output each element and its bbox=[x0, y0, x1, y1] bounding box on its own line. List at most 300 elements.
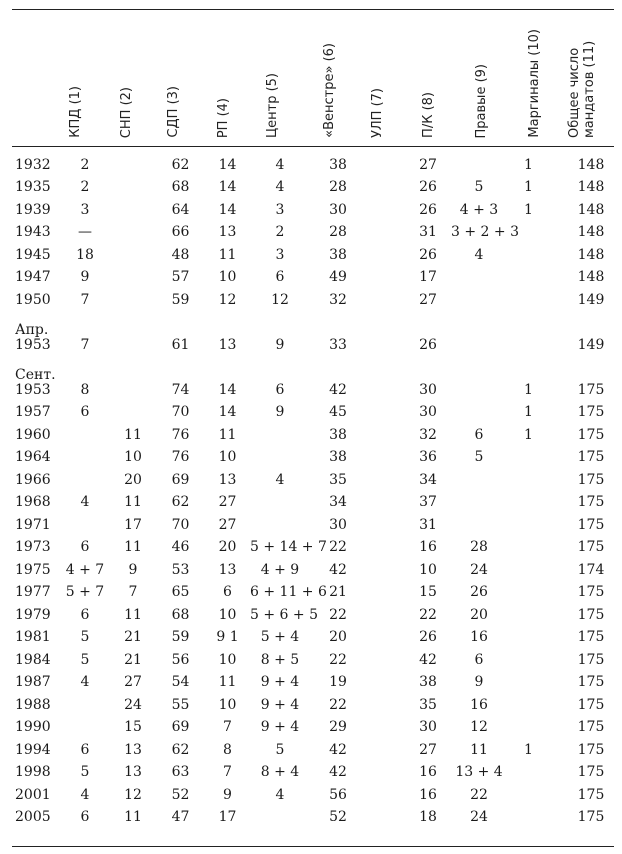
year-cell bbox=[12, 668, 60, 691]
right-cell: 26 bbox=[470, 584, 488, 600]
pk-cell: 16 bbox=[419, 786, 437, 803]
snp-cell bbox=[110, 285, 156, 308]
table-row bbox=[12, 195, 614, 218]
rp-cell: 27 bbox=[218, 516, 237, 533]
snp-cell bbox=[110, 150, 156, 173]
total-cell: 175 bbox=[577, 741, 605, 758]
ulp-cell bbox=[360, 443, 405, 466]
sdp-cell: 48 bbox=[171, 246, 190, 263]
header-bottom-rule bbox=[12, 146, 614, 147]
snp-cell: 9 bbox=[128, 561, 138, 578]
right-cell: 5 bbox=[474, 179, 484, 195]
sdp-cell: 55 bbox=[171, 696, 190, 713]
year-label: 1939 bbox=[15, 201, 51, 218]
rp-cell: 17 bbox=[218, 809, 237, 825]
table-row bbox=[12, 758, 614, 781]
pk-cell: 34 bbox=[419, 471, 437, 488]
ulp-cell bbox=[360, 578, 405, 601]
year-label: 1979 bbox=[15, 606, 51, 623]
right-cell: 24 bbox=[470, 809, 488, 825]
center-cell: 12 bbox=[271, 291, 289, 308]
kpd-cell: 2 bbox=[80, 179, 90, 195]
center-cell: 6 bbox=[275, 269, 285, 285]
ulp-cell bbox=[360, 668, 405, 691]
center-cell: 9 bbox=[275, 404, 285, 420]
ulp-cell bbox=[360, 353, 405, 398]
year-cell bbox=[12, 398, 60, 421]
year-label: 1998 bbox=[15, 764, 51, 780]
year-label: 1957 bbox=[15, 404, 51, 420]
pk-cell: 31 bbox=[419, 516, 437, 533]
ulp-cell bbox=[360, 623, 405, 646]
rp-cell: 13 bbox=[218, 471, 237, 488]
venstre-cell: 22 bbox=[329, 606, 347, 623]
snp-cell: 20 bbox=[124, 471, 142, 488]
snp-cell bbox=[110, 173, 156, 196]
sdp-cell: 62 bbox=[171, 156, 190, 173]
snp-cell bbox=[110, 240, 156, 263]
year-cell bbox=[12, 465, 60, 488]
year-cell bbox=[12, 173, 60, 196]
center-cell: 4 bbox=[275, 786, 285, 803]
pk-cell: 18 bbox=[419, 809, 437, 825]
marginals-cell bbox=[507, 510, 560, 533]
snp-cell: 21 bbox=[124, 651, 142, 668]
center-cell: 6 + 11 + 6 bbox=[250, 584, 327, 600]
venstre-cell: 19 bbox=[329, 674, 347, 690]
snp-cell: 11 bbox=[124, 426, 142, 443]
rp-cell: 13 bbox=[218, 224, 237, 240]
right-cell: 11 bbox=[470, 741, 488, 758]
center-cell: 3 bbox=[275, 201, 285, 218]
year-label: 2005 bbox=[15, 809, 51, 825]
center-cell bbox=[250, 803, 310, 826]
snp-cell: 13 bbox=[124, 764, 142, 780]
venstre-cell: 20 bbox=[329, 629, 347, 645]
center-cell: 9 + 4 bbox=[260, 719, 300, 735]
column-header-marginals: Маргиналы (10) bbox=[527, 29, 542, 138]
total-cell: 148 bbox=[577, 156, 605, 173]
marginals-cell bbox=[507, 443, 560, 466]
sdp-cell: 52 bbox=[171, 786, 190, 803]
total-cell: 174 bbox=[577, 561, 605, 578]
ulp-cell bbox=[360, 173, 405, 196]
snp-cell bbox=[110, 263, 156, 286]
total-cell: 148 bbox=[577, 179, 605, 195]
pk-cell: 27 bbox=[419, 741, 437, 758]
total-cell: 175 bbox=[577, 426, 605, 443]
table-row bbox=[12, 285, 614, 308]
year-cell bbox=[12, 713, 60, 736]
kpd-cell: 7 bbox=[80, 291, 90, 308]
table-row bbox=[12, 623, 614, 646]
rp-cell: 11 bbox=[218, 674, 237, 690]
rp-cell: 27 bbox=[218, 494, 237, 510]
table-row bbox=[12, 465, 614, 488]
year-label: 1990 bbox=[15, 719, 51, 735]
rp-cell: 9 bbox=[223, 786, 232, 803]
pk-cell: 32 bbox=[419, 426, 437, 443]
center-cell: 9 bbox=[275, 336, 285, 353]
ulp-cell bbox=[360, 285, 405, 308]
right-cell bbox=[451, 353, 507, 398]
column-header-total-seats: Общее число мандатов (11) bbox=[567, 40, 597, 138]
kpd-cell bbox=[60, 713, 110, 736]
right-cell bbox=[451, 510, 507, 533]
venstre-cell: 30 bbox=[329, 516, 347, 533]
snp-cell: 11 bbox=[124, 539, 142, 555]
sdp-cell: 68 bbox=[171, 179, 190, 195]
venstre-cell: 34 bbox=[329, 494, 347, 510]
table-row bbox=[12, 218, 614, 241]
year-cell bbox=[12, 218, 60, 241]
pk-cell: 16 bbox=[419, 764, 437, 780]
year-label: 1988 bbox=[15, 696, 51, 713]
month-label: Сент. bbox=[15, 366, 56, 383]
total-cell: 175 bbox=[577, 674, 605, 690]
ulp-cell bbox=[360, 420, 405, 443]
venstre-cell: 21 bbox=[329, 584, 347, 600]
pk-cell: 38 bbox=[419, 674, 437, 690]
column-header-center: Центр (5) bbox=[265, 73, 280, 138]
year-label: 1935 bbox=[15, 179, 51, 195]
year-label: 1994 bbox=[15, 741, 51, 758]
total-cell: 175 bbox=[577, 381, 605, 398]
year-cell bbox=[12, 195, 60, 218]
right-cell bbox=[451, 285, 507, 308]
kpd-cell: 8 bbox=[80, 381, 90, 398]
marginals-cell bbox=[507, 308, 560, 353]
year-cell bbox=[12, 645, 60, 668]
center-cell: 5 bbox=[275, 741, 285, 758]
center-cell: 5 + 4 bbox=[260, 629, 300, 645]
marginals-cell bbox=[507, 263, 560, 286]
rp-cell: 20 bbox=[218, 539, 237, 555]
rp-cell: 6 bbox=[223, 584, 232, 600]
table-row bbox=[12, 488, 614, 511]
pk-cell: 26 bbox=[419, 336, 437, 353]
marginals-cell: 1 bbox=[524, 381, 533, 398]
year-cell bbox=[12, 240, 60, 263]
sdp-cell: 64 bbox=[171, 201, 190, 218]
center-cell: 9 + 4 bbox=[260, 696, 300, 713]
total-cell: 148 bbox=[577, 246, 605, 263]
right-cell bbox=[451, 308, 507, 353]
year-label: 1960 bbox=[15, 426, 51, 443]
sdp-cell: 66 bbox=[171, 224, 190, 240]
kpd-cell bbox=[60, 420, 110, 443]
marginals-cell bbox=[507, 690, 560, 713]
year-label: 1973 bbox=[15, 539, 51, 555]
year-cell bbox=[12, 555, 60, 578]
year-label: 1968 bbox=[15, 494, 51, 510]
table-row bbox=[12, 150, 614, 173]
rp-cell: 10 bbox=[218, 651, 237, 668]
total-cell: 175 bbox=[577, 471, 605, 488]
marginals-cell: 1 bbox=[524, 179, 533, 195]
year-cell bbox=[12, 803, 60, 826]
right-cell: 24 bbox=[470, 561, 488, 578]
table-row bbox=[12, 780, 614, 803]
marginals-cell bbox=[507, 645, 560, 668]
kpd-cell: 7 bbox=[80, 336, 90, 353]
marginals-cell: 1 bbox=[524, 741, 533, 758]
venstre-cell: 38 bbox=[329, 156, 347, 173]
table-row bbox=[12, 600, 614, 623]
year-cell bbox=[12, 353, 60, 398]
pk-cell: 10 bbox=[419, 561, 437, 578]
column-header-sdp: СДП (3) bbox=[166, 86, 181, 138]
venstre-cell: 33 bbox=[329, 336, 347, 353]
pk-cell: 22 bbox=[419, 606, 437, 623]
year-cell bbox=[12, 420, 60, 443]
venstre-cell: 38 bbox=[329, 246, 347, 263]
center-cell bbox=[250, 488, 310, 511]
table-row bbox=[12, 443, 614, 466]
total-cell: 175 bbox=[577, 719, 605, 735]
year-label: 1987 bbox=[15, 674, 51, 690]
venstre-cell: 32 bbox=[329, 291, 347, 308]
marginals-cell bbox=[507, 758, 560, 781]
kpd-cell: 5 + 7 bbox=[65, 584, 105, 600]
table-body bbox=[12, 150, 614, 825]
column-header-right: Правые (9) bbox=[474, 63, 489, 138]
snp-cell bbox=[110, 398, 156, 421]
center-cell: 6 bbox=[275, 381, 285, 398]
marginals-cell bbox=[507, 488, 560, 511]
center-cell: 9 + 4 bbox=[260, 674, 300, 690]
kpd-cell: 18 bbox=[76, 246, 94, 263]
year-cell bbox=[12, 735, 60, 758]
year-cell bbox=[12, 150, 60, 173]
total-cell: 149 bbox=[577, 336, 605, 353]
sdp-cell: 69 bbox=[171, 471, 190, 488]
year-label: 1984 bbox=[15, 651, 51, 668]
center-cell: 5 + 6 + 5 bbox=[250, 606, 318, 623]
year-label: 1943 bbox=[15, 224, 51, 240]
total-cell: 149 bbox=[577, 291, 605, 308]
right-cell: 6 bbox=[474, 426, 484, 443]
year-label: 1945 bbox=[15, 246, 51, 263]
year-cell bbox=[12, 600, 60, 623]
column-header-pk: П/К (8) bbox=[421, 92, 436, 138]
right-cell: 3 + 2 + 3 bbox=[451, 224, 519, 240]
right-cell: 20 bbox=[470, 606, 488, 623]
table-bottom-rule bbox=[12, 846, 614, 847]
venstre-cell: 28 bbox=[329, 224, 347, 240]
rp-cell: 10 bbox=[218, 606, 237, 623]
pk-cell: 16 bbox=[419, 539, 437, 555]
ulp-cell bbox=[360, 510, 405, 533]
right-cell: 28 bbox=[470, 539, 488, 555]
year-cell bbox=[12, 758, 60, 781]
rp-cell: 12 bbox=[218, 291, 237, 308]
snp-cell: 12 bbox=[124, 786, 142, 803]
kpd-cell bbox=[60, 690, 110, 713]
table-row bbox=[12, 173, 614, 196]
year-label: 1947 bbox=[15, 269, 51, 285]
table-row bbox=[12, 713, 614, 736]
snp-cell: 13 bbox=[124, 741, 142, 758]
kpd-cell: 5 bbox=[80, 651, 90, 668]
right-cell bbox=[451, 488, 507, 511]
rp-cell: 11 bbox=[218, 246, 237, 263]
ulp-cell bbox=[360, 735, 405, 758]
year-label: 1977 bbox=[15, 584, 51, 600]
snp-cell: 11 bbox=[124, 809, 142, 825]
kpd-cell: 6 bbox=[80, 741, 90, 758]
ulp-cell bbox=[360, 150, 405, 173]
total-cell: 175 bbox=[577, 786, 605, 803]
venstre-cell: 56 bbox=[329, 786, 347, 803]
year-label: 1932 bbox=[15, 156, 51, 173]
year-cell bbox=[12, 578, 60, 601]
year-cell bbox=[12, 285, 60, 308]
venstre-cell: 35 bbox=[329, 471, 347, 488]
kpd-cell: 6 bbox=[80, 404, 90, 420]
year-cell bbox=[12, 510, 60, 533]
year-label: 2001 bbox=[15, 786, 51, 803]
sdp-cell: 70 bbox=[171, 516, 190, 533]
ulp-cell bbox=[360, 465, 405, 488]
right-cell bbox=[451, 263, 507, 286]
ulp-cell bbox=[360, 758, 405, 781]
rp-cell: 10 bbox=[218, 449, 237, 465]
venstre-cell: 22 bbox=[329, 651, 347, 668]
right-cell: 5 bbox=[474, 449, 484, 465]
year-label: 1975 bbox=[15, 561, 51, 578]
sdp-cell: 57 bbox=[171, 269, 190, 285]
sdp-cell: 59 bbox=[171, 291, 190, 308]
pk-cell: 30 bbox=[419, 404, 437, 420]
snp-cell bbox=[110, 353, 156, 398]
venstre-cell: 28 bbox=[329, 179, 347, 195]
table-row bbox=[12, 735, 614, 758]
total-cell: 175 bbox=[577, 449, 605, 465]
center-cell: 4 bbox=[275, 471, 285, 488]
sdp-cell: 53 bbox=[171, 561, 190, 578]
ulp-cell bbox=[360, 780, 405, 803]
rp-cell: 10 bbox=[218, 269, 237, 285]
kpd-cell: 4 bbox=[80, 494, 90, 510]
snp-cell: 21 bbox=[124, 629, 142, 645]
month-label: Апр. bbox=[15, 321, 49, 338]
sdp-cell: 59 bbox=[171, 629, 190, 645]
center-cell: 3 bbox=[275, 246, 285, 263]
right-cell: 4 + 3 bbox=[459, 201, 499, 218]
table-row bbox=[12, 510, 614, 533]
pk-cell: 37 bbox=[419, 494, 437, 510]
year-label: 1964 bbox=[15, 449, 51, 465]
center-cell: 4 bbox=[275, 156, 285, 173]
ulp-cell bbox=[360, 195, 405, 218]
rp-cell: 14 bbox=[218, 156, 237, 173]
total-cell: 148 bbox=[577, 201, 605, 218]
marginals-cell bbox=[507, 803, 560, 826]
column-header-rp: РП (4) bbox=[216, 97, 231, 138]
table-top-rule bbox=[12, 9, 614, 10]
table-row bbox=[12, 398, 614, 421]
pk-cell: 26 bbox=[419, 629, 437, 645]
right-cell bbox=[451, 465, 507, 488]
marginals-cell bbox=[507, 578, 560, 601]
center-cell bbox=[250, 510, 310, 533]
ulp-cell bbox=[360, 308, 405, 353]
kpd-cell: 4 bbox=[80, 674, 90, 690]
pk-cell: 26 bbox=[419, 179, 437, 195]
rp-cell: 7 bbox=[223, 719, 232, 735]
snp-cell: 27 bbox=[124, 674, 142, 690]
kpd-cell bbox=[60, 465, 110, 488]
sdp-cell: 74 bbox=[171, 381, 190, 398]
ulp-cell bbox=[360, 555, 405, 578]
table-row bbox=[12, 240, 614, 263]
marginals-cell bbox=[507, 465, 560, 488]
table-row bbox=[12, 555, 614, 578]
venstre-cell: 22 bbox=[329, 696, 347, 713]
venstre-cell: 42 bbox=[329, 741, 347, 758]
year-cell bbox=[12, 533, 60, 556]
snp-cell bbox=[110, 218, 156, 241]
kpd-cell: 2 bbox=[80, 156, 90, 173]
kpd-cell: 6 bbox=[80, 539, 90, 555]
rp-cell: 13 bbox=[218, 561, 237, 578]
year-label: 1953 bbox=[15, 336, 51, 353]
table-row bbox=[12, 420, 614, 443]
venstre-cell: 45 bbox=[329, 404, 347, 420]
rp-cell: 14 bbox=[218, 381, 237, 398]
year-label: 1981 bbox=[15, 629, 51, 645]
marginals-cell bbox=[507, 668, 560, 691]
kpd-cell: 5 bbox=[80, 629, 90, 645]
year-cell bbox=[12, 308, 60, 353]
total-cell: 175 bbox=[577, 494, 605, 510]
year-label: 1966 bbox=[15, 471, 51, 488]
year-cell bbox=[12, 443, 60, 466]
center-cell: 4 bbox=[275, 179, 285, 195]
total-cell: 175 bbox=[577, 516, 605, 533]
table-row bbox=[12, 353, 614, 398]
rp-cell: 10 bbox=[218, 696, 237, 713]
total-cell: 148 bbox=[577, 224, 605, 240]
right-cell: 9 bbox=[474, 674, 484, 690]
table-row bbox=[12, 533, 614, 556]
ulp-cell bbox=[360, 533, 405, 556]
total-cell: 175 bbox=[577, 764, 605, 780]
ulp-cell bbox=[360, 263, 405, 286]
venstre-cell: 38 bbox=[329, 426, 347, 443]
rp-cell: 14 bbox=[218, 179, 237, 195]
venstre-cell: 30 bbox=[329, 201, 347, 218]
center-cell bbox=[250, 420, 310, 443]
ulp-cell bbox=[360, 488, 405, 511]
year-label: 1953 bbox=[15, 381, 51, 398]
kpd-cell bbox=[60, 443, 110, 466]
column-header-venstre: «Венстре» (6) bbox=[322, 43, 337, 138]
right-cell: 16 bbox=[470, 696, 488, 713]
sdp-cell: 76 bbox=[171, 449, 190, 465]
sdp-cell: 76 bbox=[171, 426, 190, 443]
ulp-cell bbox=[360, 398, 405, 421]
pk-cell: 30 bbox=[419, 381, 437, 398]
sdp-cell: 62 bbox=[171, 741, 190, 758]
table-row bbox=[12, 263, 614, 286]
rp-cell: 11 bbox=[218, 426, 237, 443]
rp-cell: 8 bbox=[223, 741, 232, 758]
year-label: 1971 bbox=[15, 516, 51, 533]
pk-cell: 17 bbox=[419, 269, 437, 285]
marginals-cell bbox=[507, 713, 560, 736]
